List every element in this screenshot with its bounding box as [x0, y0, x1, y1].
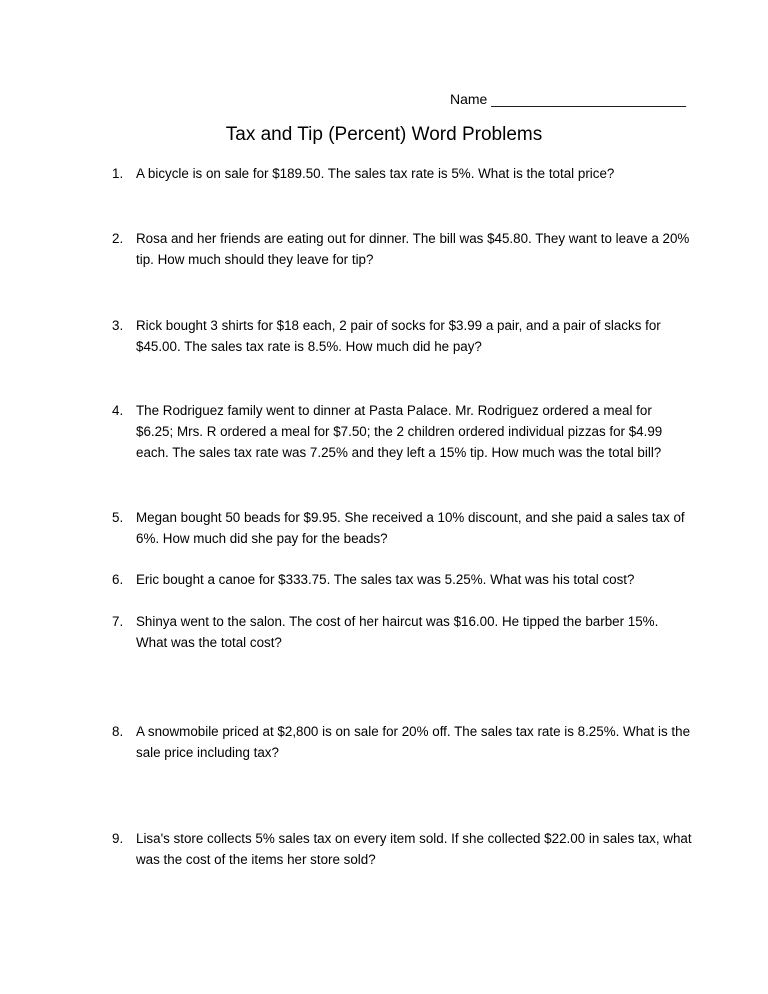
- problem-number: 5.: [112, 510, 124, 525]
- problem-3: [112, 315, 692, 357]
- name-field-label: Name _________________________: [450, 91, 686, 107]
- problem-number: 6.: [112, 572, 124, 587]
- problem-4: [112, 400, 692, 463]
- problem-number: 4.: [112, 403, 124, 418]
- problem-text: Eric bought a canoe for $333.75. The sales tax was 5.25%. What was his total cost?: [136, 572, 635, 587]
- problem-text: Lisa's store collects 5% sales tax on every item sold. If she collected $22.00 in sales tax, what was the cost of the items her store sold?: [136, 831, 692, 867]
- problem-7: [112, 611, 692, 653]
- problem-text: Megan bought 50 beads for $9.95. She received a 10% discount, and she paid a sales tax of 6%. How much did she pay for the beads?: [136, 510, 685, 546]
- problem-6: [112, 569, 692, 590]
- problem-1: [112, 163, 692, 184]
- problem-text: Rosa and her friends are eating out for dinner. The bill was $45.80. They want to leave a 20% tip. How much should they leave for tip?: [136, 231, 690, 267]
- problem-2: [112, 228, 692, 270]
- problem-number: 7.: [112, 614, 124, 629]
- problem-text: Shinya went to the salon. The cost of her haircut was $16.00. He tipped the barber 15%. What was the total cost?: [136, 614, 659, 650]
- problem-text: A snowmobile priced at $2,800 is on sale for 20% off. The sales tax rate is 8.25%. What is the sale price including tax?: [136, 724, 691, 760]
- problem-text: A bicycle is on sale for $189.50. The sales tax rate is 5%. What is the total price?: [136, 166, 615, 181]
- problem-number: 3.: [112, 318, 124, 333]
- problem-number: 2.: [112, 231, 124, 246]
- page-title: Tax and Tip (Percent) Word Problems: [225, 124, 543, 145]
- problem-text: The Rodriguez family went to dinner at Pasta Palace. Mr. Rodriguez ordered a meal for $6.25; Mrs. R ordered a meal for $7.50; the 2 children ordered individual pizzas for $4.99 each. The sales tax rate was 7.25% and they left a 15% tip. How much was the total bill?: [136, 403, 663, 460]
- problem-number: 9.: [112, 831, 124, 846]
- problem-number: 1.: [112, 166, 124, 181]
- problem-text: Rick bought 3 shirts for $18 each, 2 pair of socks for $3.99 a pair, and a pair of slacks for $45.00. The sales tax rate is 8.5%. How much did he pay?: [136, 318, 661, 354]
- problem-5: [112, 507, 692, 549]
- problem-8: [112, 721, 692, 763]
- problem-number: 8.: [112, 724, 124, 739]
- problem-9: [112, 828, 692, 870]
